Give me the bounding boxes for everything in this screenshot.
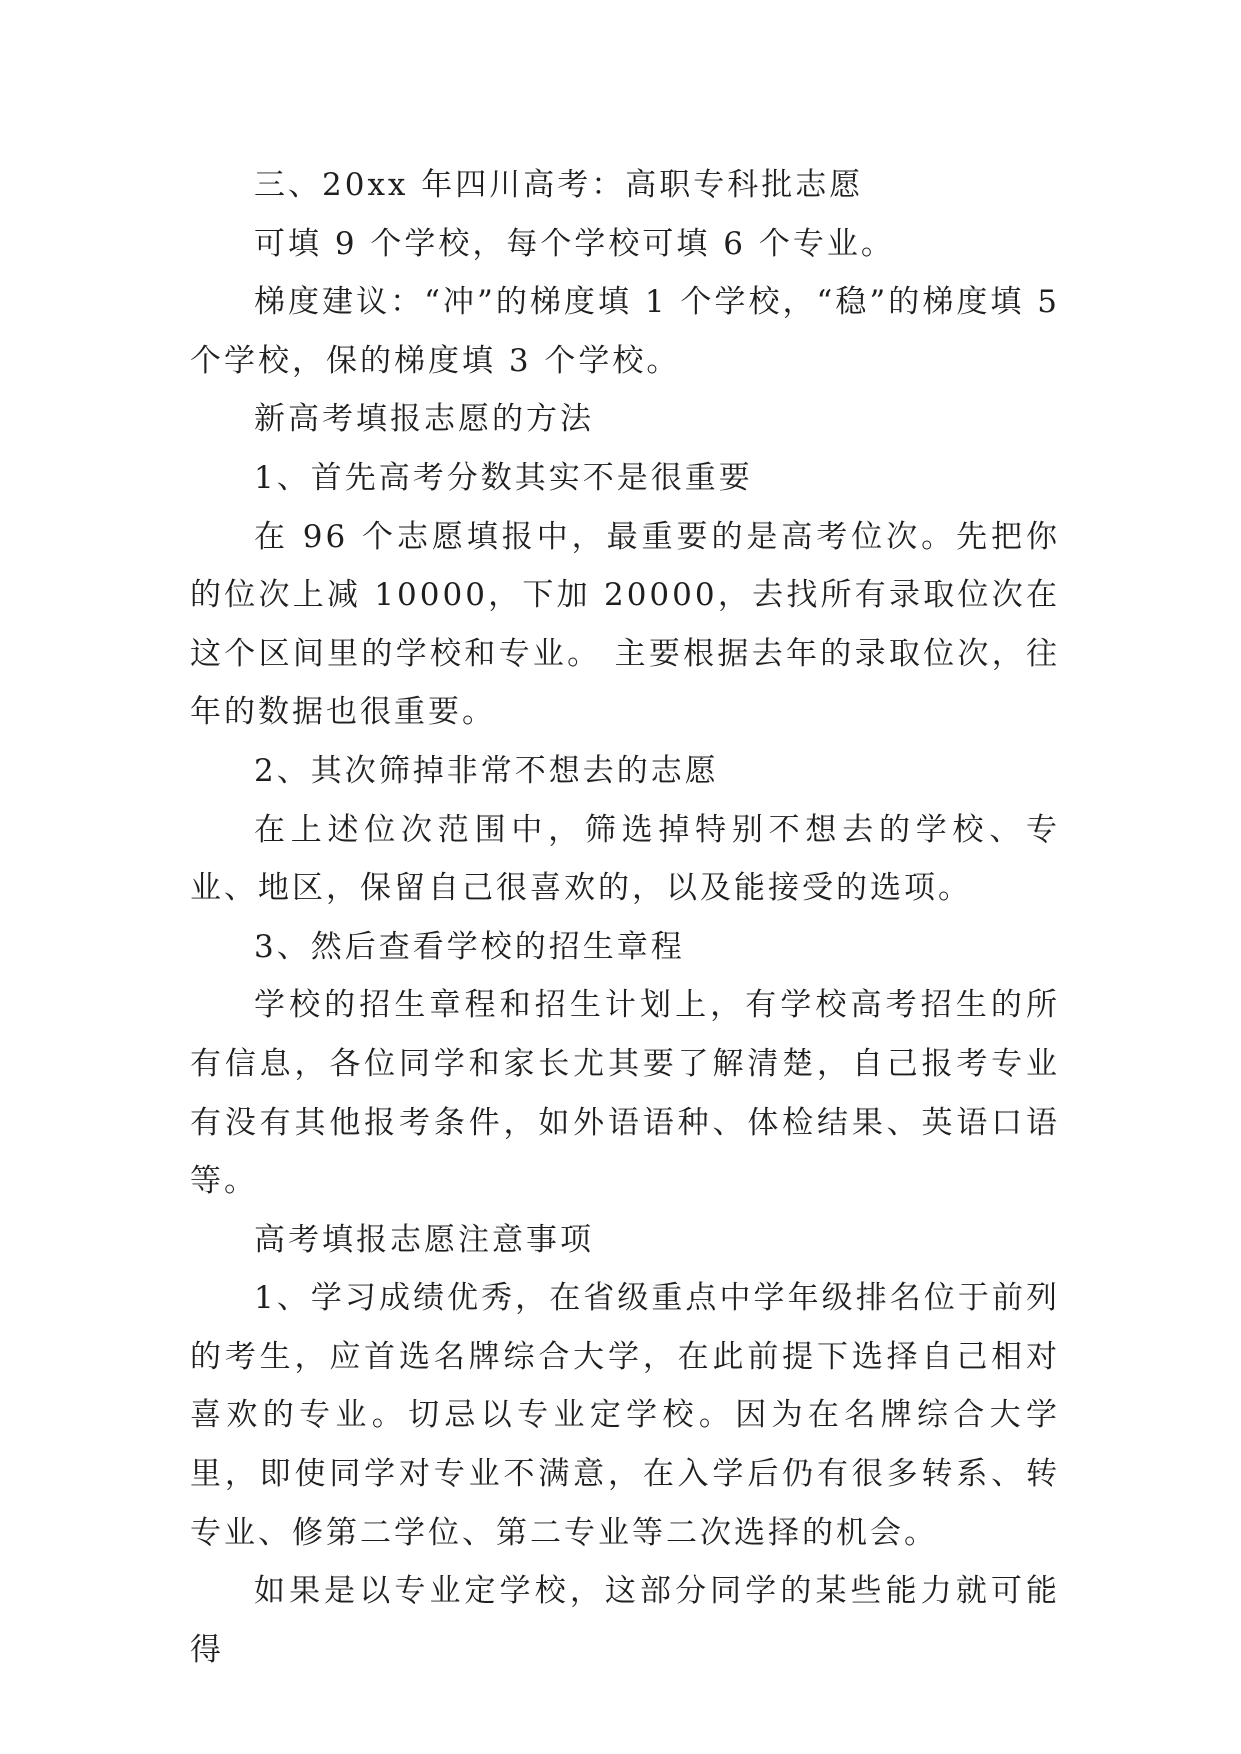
section-heading-methods: 新高考填报志愿的方法	[254, 401, 594, 438]
section-heading-gaozhi-batch: 三、20xx 年四川高考：高职专科批志愿	[254, 167, 864, 203]
note-1-body: 1、学习成绩优秀，在省级重点中学年级排名位于前列的考生，应首选名牌综合大学，在此前提下选择自己相对喜欢的专业。切忌以专业定学校。因为在名牌综合大学里，即使同学对专业不满意，在入学后仍有很多转系、转专业、修第二学位、第二专业等二次选择的机会。	[190, 1280, 1060, 1551]
section-heading-notes: 高考填报志愿注意事项	[254, 1221, 594, 1258]
method-3-heading: 3、然后查看学校的招生章程	[254, 928, 685, 965]
method-2-heading: 2、其次筛掉非常不想去的志愿	[254, 752, 719, 789]
note-1-continuation: 如果是以专业定学校，这部分同学的某些能力就可能得	[190, 1573, 1060, 1668]
method-1-body: 在 96 个志愿填报中，最重要的是高考位次。先把你的位次上减 10000，下加 20000，去找所有录取位次在这个区间里的学校和专业。 主要根据去年的录取位次，往年的数据也很重要。	[190, 518, 1060, 731]
paragraph-school-count: 可填 9 个学校，每个学校可填 6 个专业。	[254, 225, 895, 262]
paragraph-gradient-advice: 梯度建议：“冲”的梯度填 1 个学校，“稳”的梯度填 5 个学校，保的梯度填 3 个学校。	[190, 284, 1060, 379]
method-1-heading: 1、首先高考分数其实不是很重要	[254, 459, 753, 496]
method-3-body: 学校的招生章程和招生计划上，有学校高考招生的所有信息，各位同学和家长尤其要了解清楚，自己报考专业有没有其他报考条件，如外语语种、体检结果、英语口语等。	[190, 987, 1060, 1200]
document-body	[190, 156, 1060, 1679]
method-2-body: 在上述位次范围中，筛选掉特别不想去的学校、专业、地区，保留自己很喜欢的，以及能接受的选项。	[190, 811, 1060, 907]
